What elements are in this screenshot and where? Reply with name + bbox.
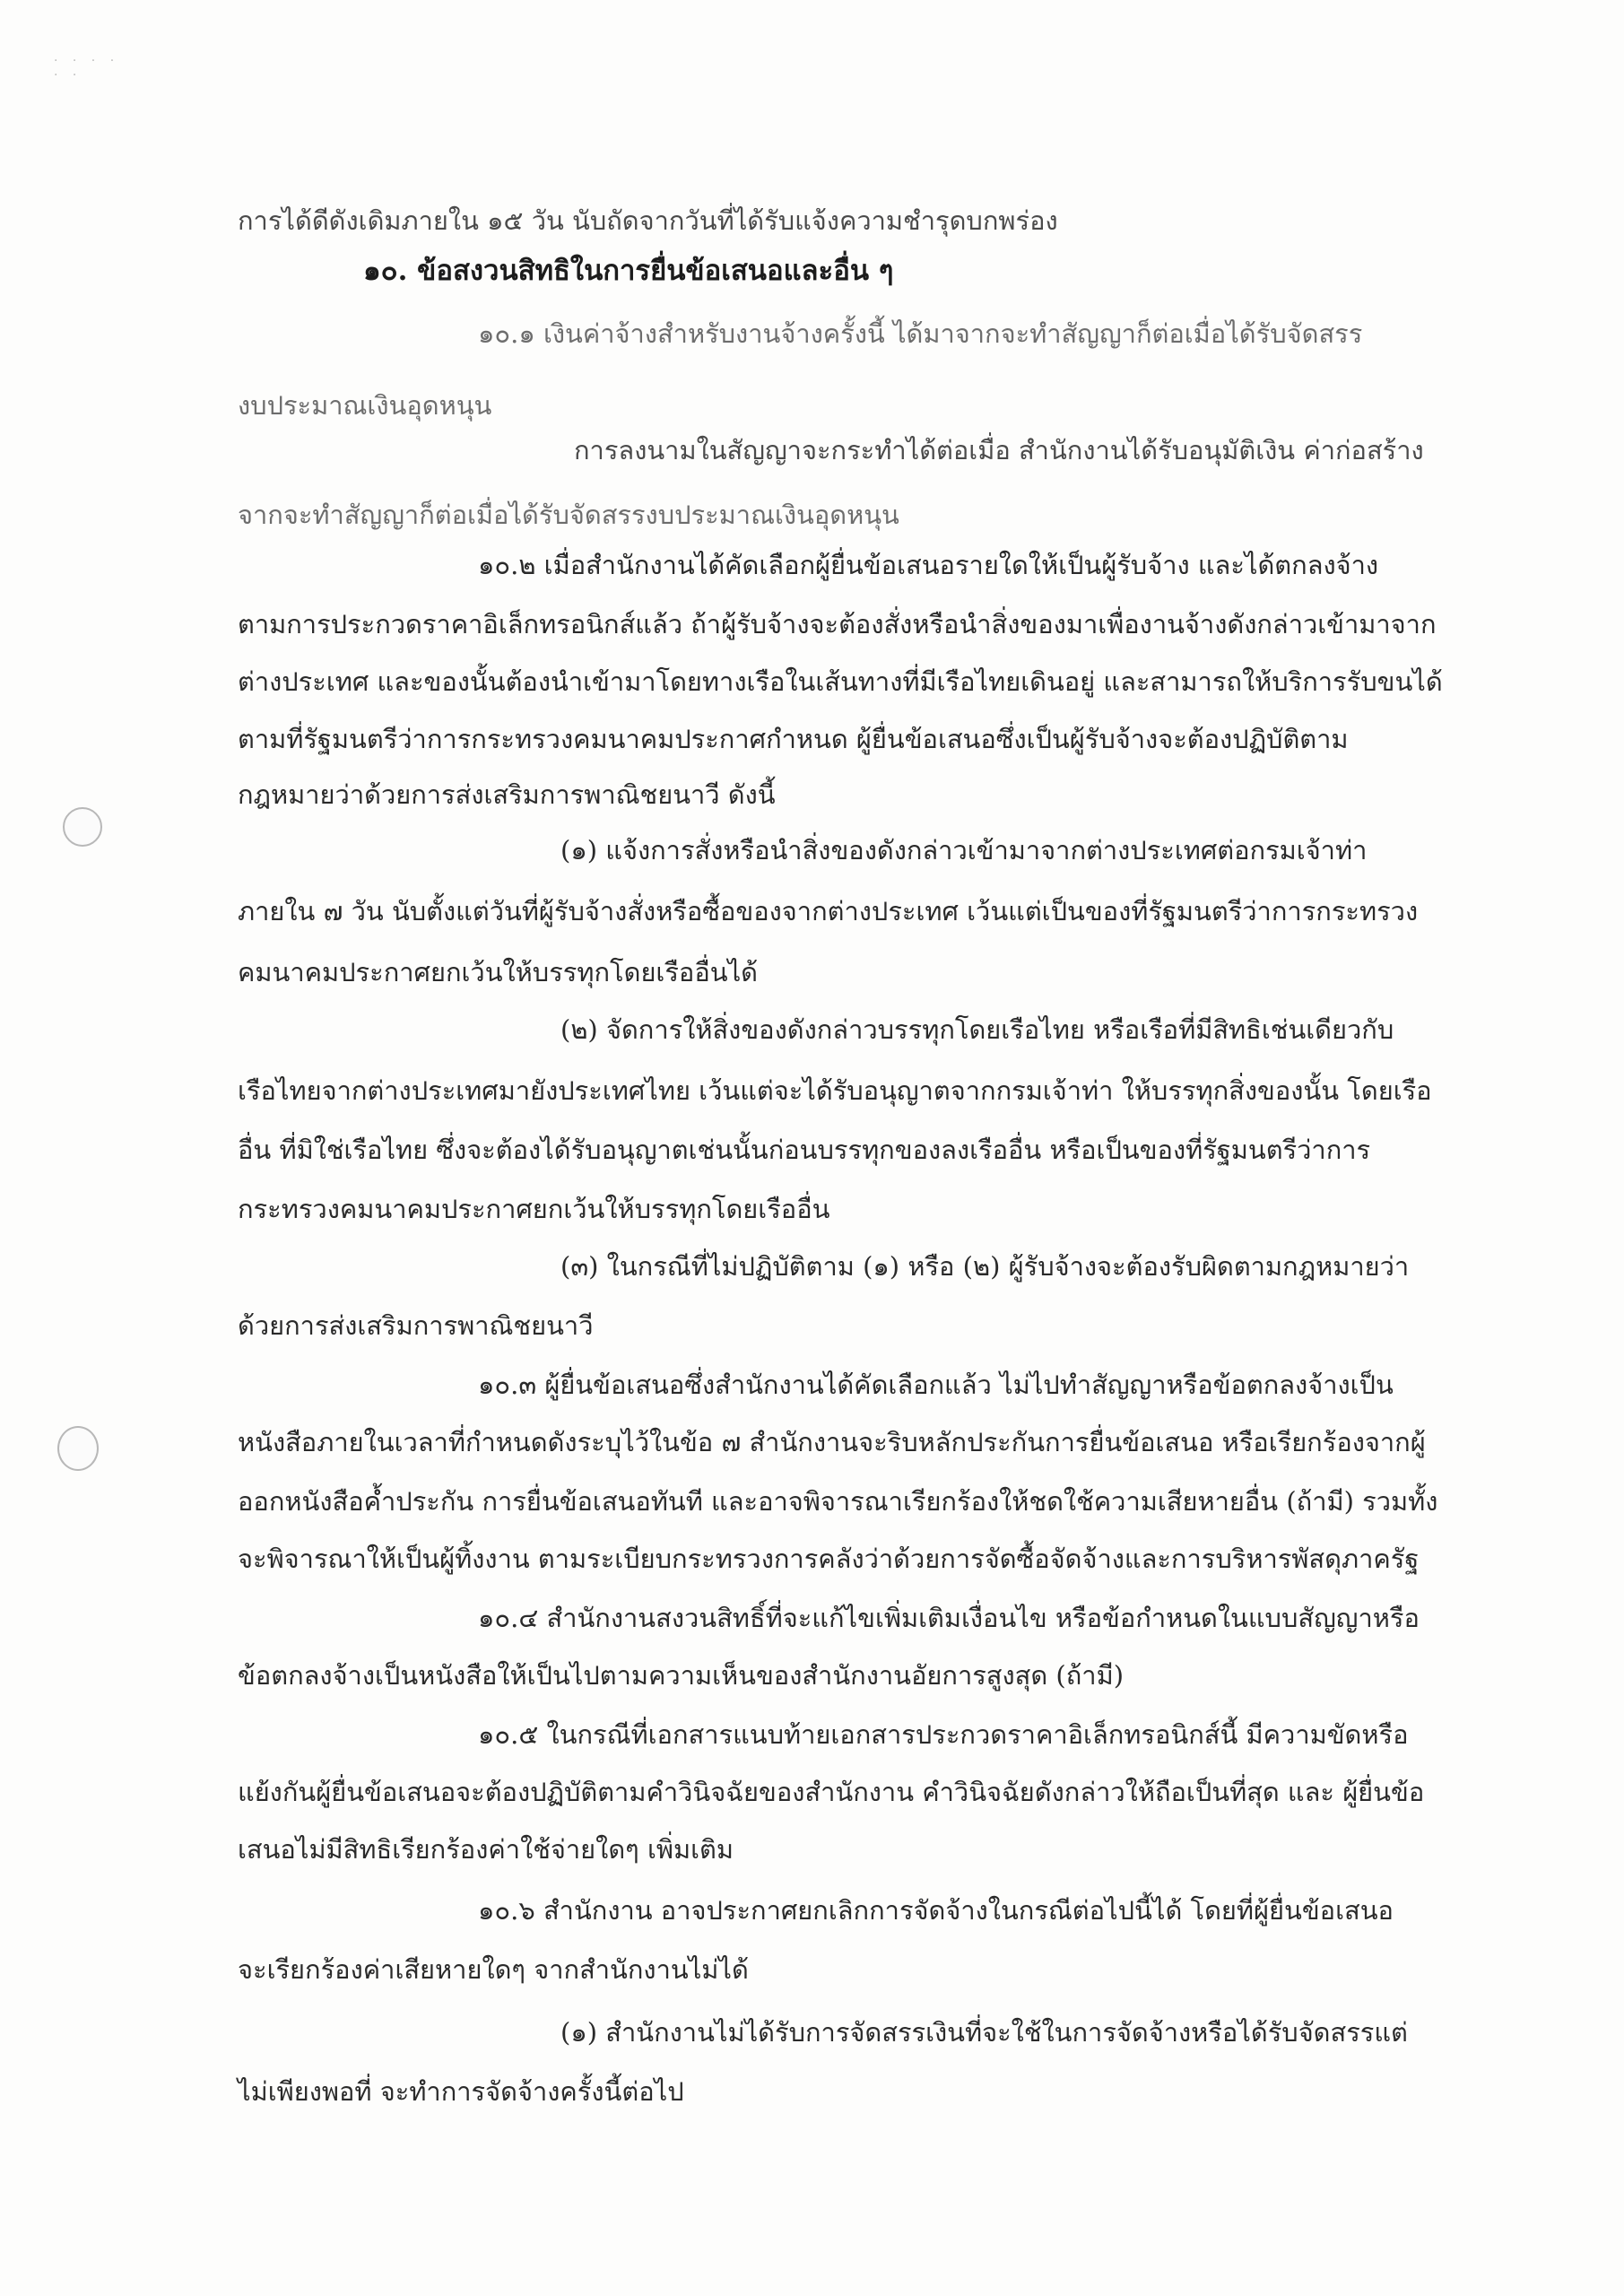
text-line: ตามที่รัฐมนตรีว่าการกระทรวงคมนาคมประกาศกำหนด ผู้ยื่นข้อเสนอซึ่งเป็นผู้รับจ้างจะต้องปฏิบัติตาม	[238, 724, 1349, 754]
text-line: (๒) จัดการให้สิ่งของดังกล่าวบรรทุกโดยเรือไทย หรือเรือที่มีสิทธิเช่นเดียวกับ	[560, 1014, 1394, 1045]
text-line: ๑๐.๖ สำนักงาน อาจประกาศยกเลิกการจัดจ้างในกรณีต่อไปนี้ได้ โดยที่ผู้ยื่นข้อเสนอ	[478, 1895, 1394, 1926]
text-line: ๑๐.๔ สำนักงานสงวนสิทธิ์ที่จะแก้ไขเพิ่มเติมเงื่อนไข หรือข้อกำหนดในแบบสัญญาหรือ	[478, 1603, 1420, 1633]
text-line: ไม่เพียงพอที่ จะทำการจัดจ้างครั้งนี้ต่อไป	[238, 2076, 684, 2107]
text-line: การลงนามในสัญญาจะกระทำได้ต่อเมื่อ สำนักงานได้รับอนุมัติเงิน ค่าก่อสร้าง	[574, 435, 1424, 465]
text-line: (๑) สำนักงานไม่ได้รับการจัดสรรเงินที่จะใช้ในการจัดจ้างหรือได้รับจัดสรรแต่	[560, 2017, 1408, 2048]
punch-hole-lower	[57, 1426, 99, 1471]
text-line: แย้งกันผู้ยื่นข้อเสนอจะต้องปฏิบัติตามคำวินิจฉัยของสำนักงาน คำวินิจฉัยดังกล่าวให้ถือเป็นที่สุด และ ผู้ยื่นข้อ	[238, 1777, 1425, 1807]
text-line: (๓) ในกรณีที่ไม่ปฏิบัติตาม (๑) หรือ (๒) ผู้รับจ้างจะต้องรับผิดตามกฎหมายว่า	[560, 1251, 1410, 1282]
text-line: ตามการประกวดราคาอิเล็กทรอนิกส์แล้ว ถ้าผู้รับจ้างจะต้องสั่งหรือนำสิ่งของมาเพื่องานจ้างดังกล่าวเข้ามาจาก	[238, 609, 1437, 639]
text-line: ภายใน ๗ วัน นับตั้งแต่วันที่ผู้รับจ้างสั่งหรือซื้อของจากต่างประเทศ เว้นแต่เป็นของที่รัฐมนตรีว่าการกระทรวง	[238, 896, 1419, 926]
text-line: ๑๐.๓ ผู้ยื่นข้อเสนอซึ่งสำนักงานได้คัดเลือกแล้ว ไม่ไปทำสัญญาหรือข้อตกลงจ้างเป็น	[478, 1370, 1394, 1400]
text-line: เสนอไม่มีสิทธิเรียกร้องค่าใช้จ่ายใดๆ เพิ่มเติม	[238, 1834, 734, 1865]
section-heading: ๑๐. ข้อสงวนสิทธิในการยื่นข้อเสนอและอื่น ๆ	[363, 255, 894, 287]
scan-specks: · · · · · ·	[54, 54, 120, 83]
text-line: จะพิจารณาให้เป็นผู้ทิ้งงาน ตามระเบียบกระทรวงการคลังว่าด้วยการจัดซื้อจัดจ้างและการบริหารพัสดุภาครัฐ	[238, 1544, 1420, 1574]
text-line: (๑) แจ้งการสั่งหรือนำสิ่งของดังกล่าวเข้ามาจากต่างประเทศต่อกรมเจ้าท่า	[560, 835, 1368, 865]
text-line: ต่างประเทศ และของนั้นต้องนำเข้ามาโดยทางเรือในเส้นทางที่มีเรือไทยเดินอยู่ และสามารถให้บริการรับขนได้	[238, 666, 1443, 697]
text-line: ออกหนังสือค้ำประกัน การยื่นข้อเสนอทันที และอาจพิจารณาเรียกร้องให้ชดใช้ความเสียหายอื่น (ถ้ามี) รวมทั้ง	[238, 1486, 1438, 1517]
text-line: งบประมาณเงินอุดหนุน	[238, 390, 492, 421]
text-line: คมนาคมประกาศยกเว้นให้บรรทุกโดยเรืออื่นได้	[238, 957, 758, 987]
text-line: ข้อตกลงจ้างเป็นหนังสือให้เป็นไปตามความเห็นของสำนักงานอัยการสูงสุด (ถ้ามี)	[238, 1660, 1125, 1691]
text-line: จากจะทำสัญญาก็ต่อเมื่อได้รับจัดสรรงบประมาณเงินอุดหนุน	[238, 500, 899, 530]
text-line: ๑๐.๕ ในกรณีที่เอกสารแนบท้ายเอกสารประกวดราคาอิเล็กทรอนิกส์นี้ มีความขัดหรือ	[478, 1719, 1409, 1750]
text-line: หนังสือภายในเวลาที่กำหนดดังระบุไว้ในข้อ ๗ สำนักงานจะริบหลักประกันการยื่นข้อเสนอ หรือเรียกร้องจากผู้	[238, 1427, 1426, 1457]
text-line: การได้ดีดังเดิมภายใน ๑๕ วัน นับถัดจากวันที่ได้รับแจ้งความชำรุดบกพร่อง	[238, 205, 1058, 236]
text-line: กระทรวงคมนาคมประกาศยกเว้นให้บรรทุกโดยเรืออื่น	[238, 1194, 830, 1224]
text-line: กฎหมายว่าด้วยการส่งเสริมการพาณิชยนาวี ดังนี้	[238, 779, 776, 810]
text-line: อื่น ที่มิใช่เรือไทย ซึ่งจะต้องได้รับอนุญาตเช่นนั้นก่อนบรรทุกของลงเรืออื่น หรือเป็นของที่รัฐมนตรีว่าการ	[238, 1135, 1371, 1165]
text-line: ด้วยการส่งเสริมการพาณิชยนาวี	[238, 1310, 594, 1341]
text-line: จะเรียกร้องค่าเสียหายใดๆ จากสำนักงานไม่ได้	[238, 1954, 749, 1985]
punch-hole-upper	[63, 807, 102, 847]
text-line: ๑๐.๑ เงินค่าจ้างสำหรับงานจ้างครั้งนี้ ได้มาจากจะทำสัญญาก็ต่อเมื่อได้รับจัดสรร	[478, 318, 1363, 349]
text-line: ๑๐.๒ เมื่อสำนักงานได้คัดเลือกผู้ยื่นข้อเสนอรายใดให้เป็นผู้รับจ้าง และได้ตกลงจ้าง	[478, 550, 1379, 580]
text-line: เรือไทยจากต่างประเทศมายังประเทศไทย เว้นแต่จะได้รับอนุญาตจากกรมเจ้าท่า ให้บรรทุกสิ่งของนั้น โดยเรือ	[238, 1075, 1432, 1106]
